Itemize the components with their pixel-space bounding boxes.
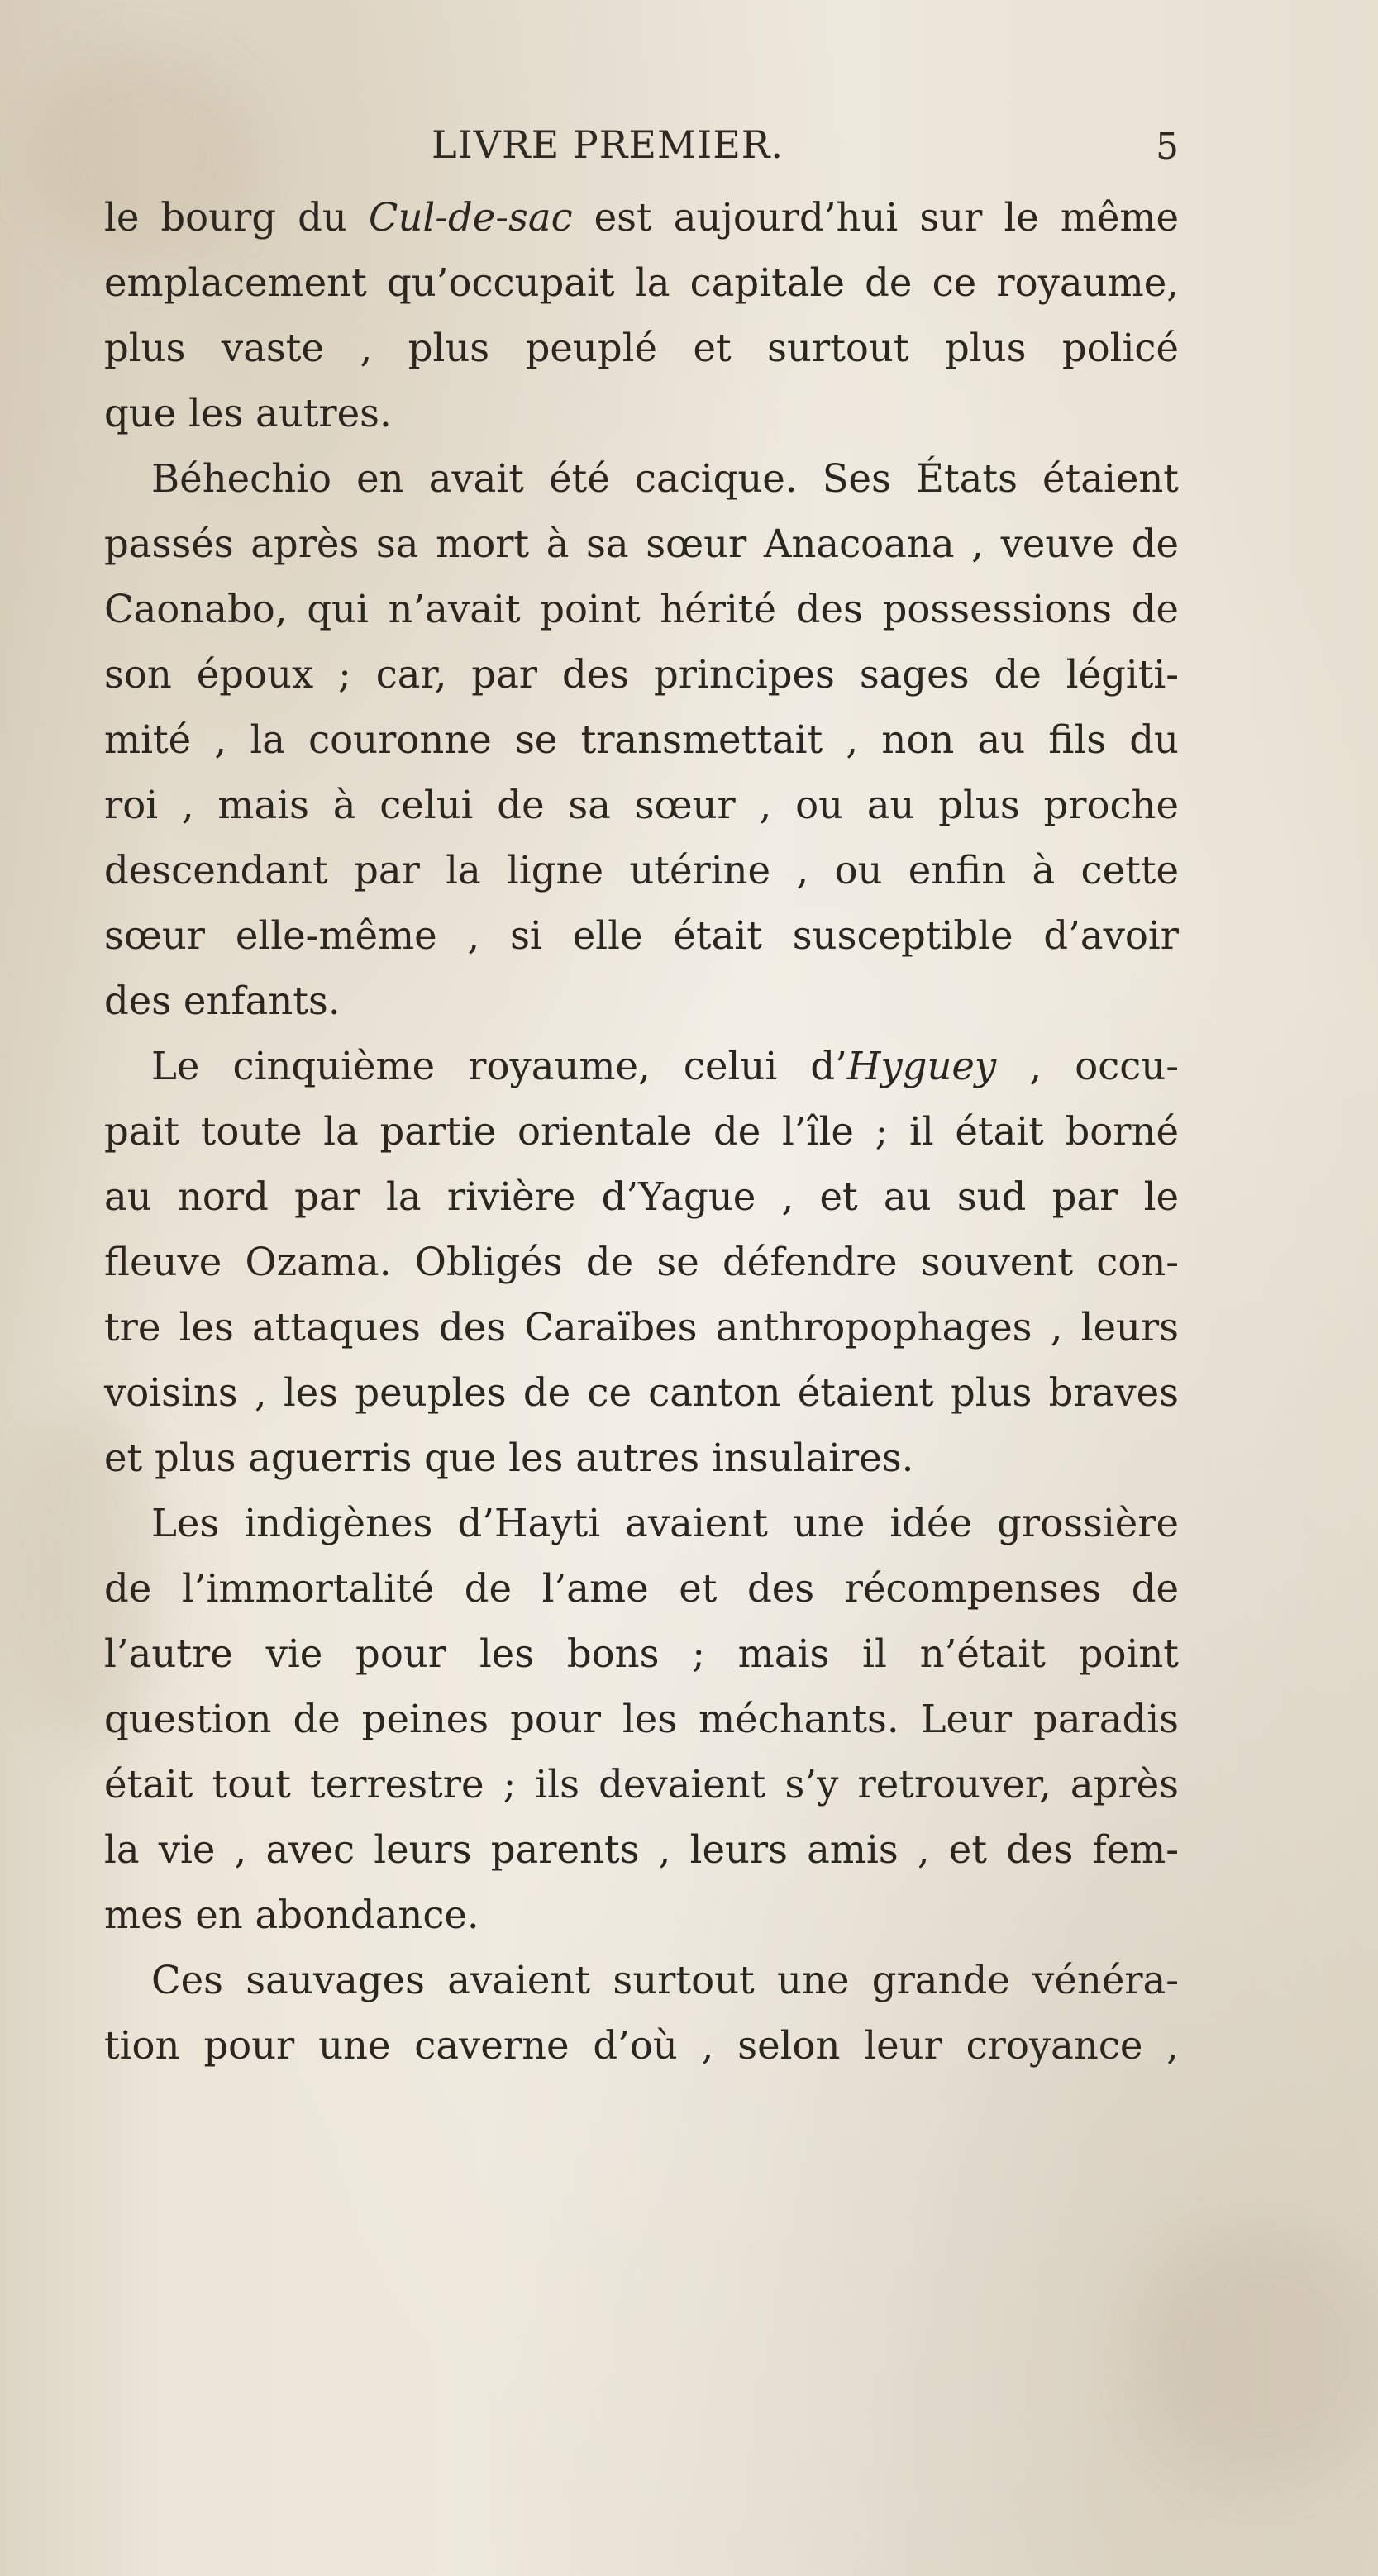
italic-text-run: Hyguey [846,1044,997,1088]
text-line: sœur elle-même , si elle était susceptible d’avoir [104,913,1179,958]
text-line: plus vaste , plus peuplé et surtout plus policé [104,326,1179,370]
text-run: , occu- [996,1044,1179,1088]
page-number: 5 [1156,126,1179,168]
text-line: tre les attaques des Caraïbes anthropophages , leurs [104,1305,1179,1350]
text-line: fleuve Ozama. Obligés de se défendre souvent con- [104,1240,1179,1284]
paper-stain [1141,2231,1378,2479]
text-line: que les autres. [104,391,392,436]
text-line: mes en abondance. [104,1893,479,1937]
text-line: Ces sauvages avaient surtout une grande vénéra- [151,1958,1179,2002]
text-line: et plus aguerris que les autres insulaires. [104,1436,914,1480]
text-line: voisins , les peuples de ce canton étaient plus braves [104,1370,1179,1415]
text-line: la vie , avec leurs parents , leurs amis , et des fem- [104,1827,1179,1872]
text-line [104,185,1179,250]
text-line: descendant par la ligne utérine , ou enfin à cette [104,848,1179,893]
paragraph [104,1491,1179,1948]
text-line: de l’immortalité de l’ame et des récompenses de [104,1566,1179,1611]
text-line: l’autre vie pour les bons ; mais il n’était point [104,1631,1179,1676]
page-header [104,122,1179,180]
text-line: emplacement qu’occupait la capitale de ce royaume, [104,260,1179,305]
text-line: au nord par la rivière d’Yague , et au sud par le [104,1174,1179,1219]
running-head: LIVRE PREMIER. [432,122,784,167]
paragraph [104,446,1179,1034]
paragraph [104,1034,1179,1491]
body-text [104,185,1179,2078]
italic-text-run: Cul-de-sac [368,195,573,240]
text-run: le bourg du [104,195,369,240]
text-line: mité , la couronne se transmettait , non au fils du [104,717,1179,762]
text-line: son époux ; car, par des principes sages de légiti- [104,652,1179,697]
paragraph [104,1948,1179,2078]
text-line: question de peines pour les méchants. Leur paradis [104,1697,1179,1741]
text-line [104,1034,1179,1099]
text-run: Le cinquième royaume, celui d’ [151,1044,847,1088]
text-line: Béhechio en avait été cacique. Ses États étaient [151,456,1179,501]
text-line: Les indigènes d’Hayti avaient une idée grossière [151,1501,1179,1545]
text-line: roi , mais à celui de sa sœur , ou au plus proche [104,783,1179,827]
text-line: tion pour une caverne d’où , selon leur croyance , [104,2023,1179,2068]
text-line: pait toute la partie orientale de l’île ; il était borné [104,1109,1179,1154]
text-line: Caonabo, qui n’avait point hérité des possessions de [104,587,1179,631]
text-run: est aujourd’hui sur le même [572,195,1180,240]
text-line: des enfants. [104,978,341,1023]
paragraph [104,185,1179,446]
text-line: passés après sa mort à sa sœur Anacoana , veuve de [104,521,1179,566]
text-line: était tout terrestre ; ils devaient s’y retrouver, après [104,1762,1179,1807]
